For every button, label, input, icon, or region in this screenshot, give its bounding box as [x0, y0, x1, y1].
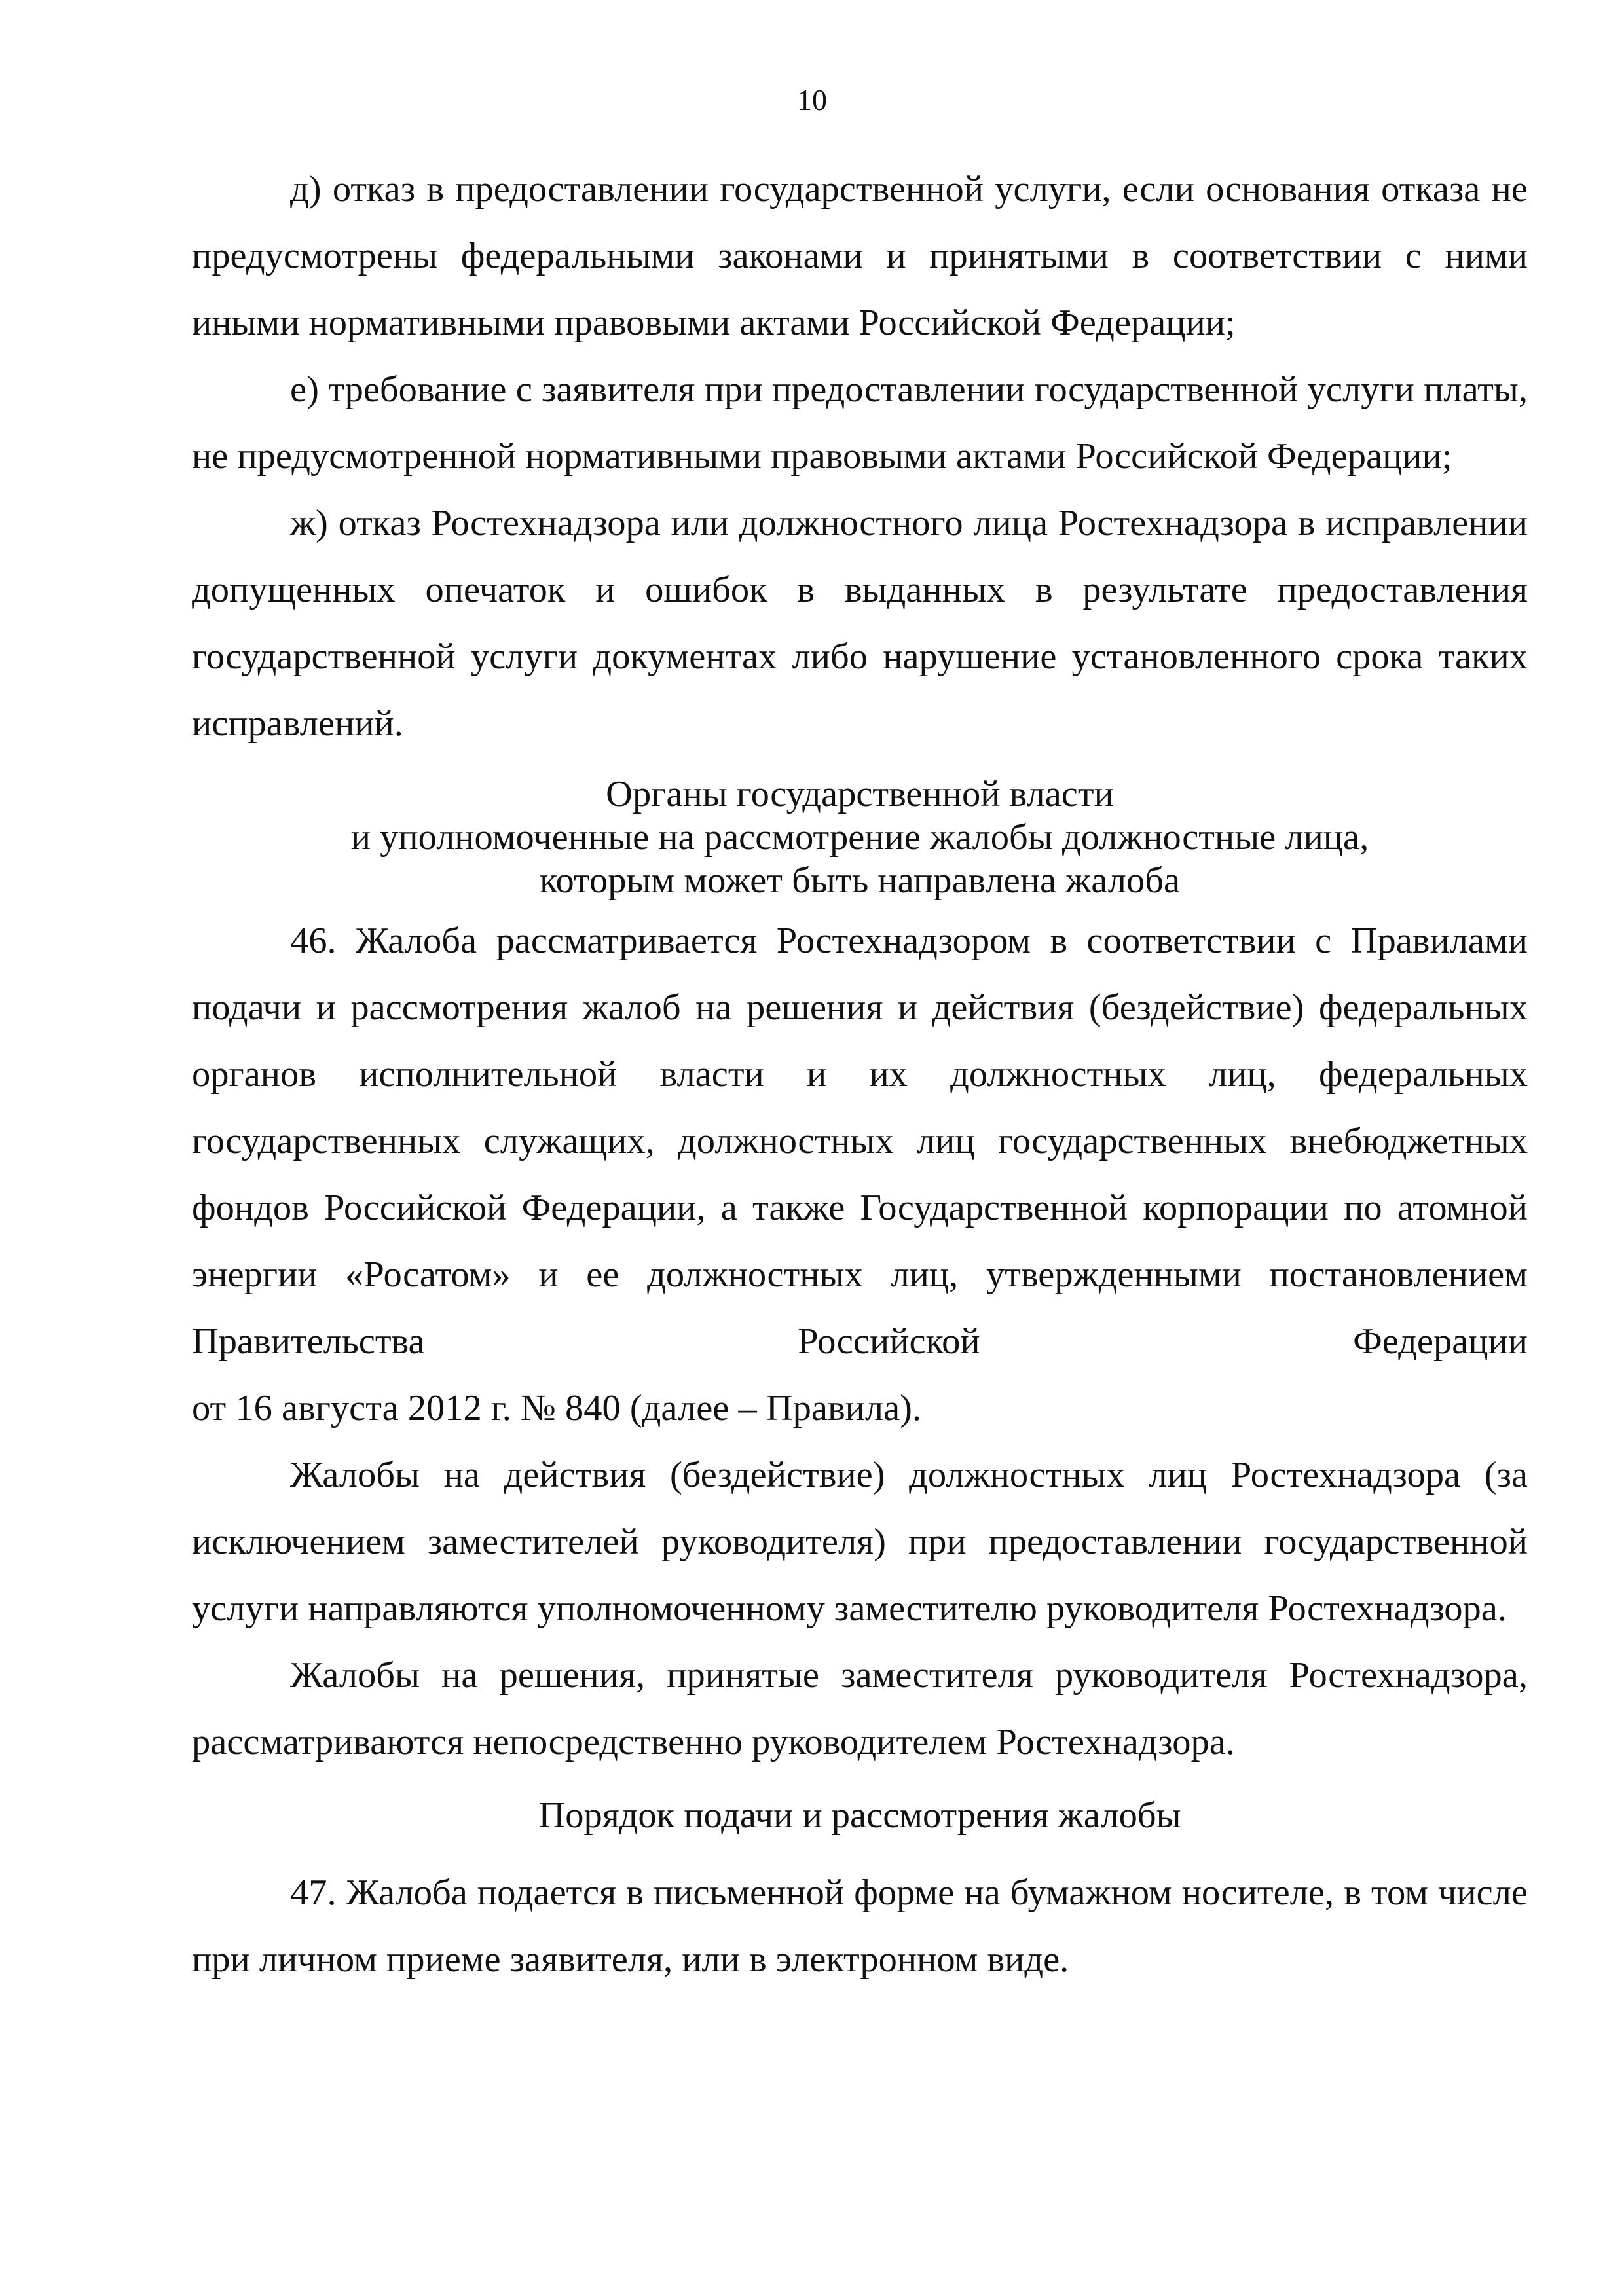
section-heading-authorities: [192, 773, 1528, 902]
paragraph-item-zh: ж) отказ Ростехнадзора или должностного лица Ростехнадзора в исправлении допущенных опечаток и ошибок в выданных в результате предоставления государственной услуги документах либо нарушение установленного срока таких исправлений.: [192, 503, 1528, 744]
paragraph-46: 46. Жалоба рассматривается Ростехнадзором в соответствии с Правилами подачи и рассмотрения жалоб на решения и действия (бездействие) федеральных органов исполнительной власти и их должностных лиц, федеральных государственных служащих, должностных лиц государственных внебюджетных фондов Российской Федерации, а также Государственной корпорации по атомной энергии «Росатом» и ее должностных лиц, утвержденными постановлением Правительства Российской Федерации: [192, 920, 1528, 1362]
heading-line: и уполномоченные на рассмотрение жалобы должностные лица,: [350, 817, 1369, 858]
paragraph-item-d: д) отказ в предоставлении государственной услуги, если основания отказа не предусмотрены федеральными законами и принятыми в соответствии с ними иными нормативными правовыми актами Российской Федерации;: [192, 169, 1528, 343]
paragraph-47: 47. Жалоба подается в письменной форме на бумажном носителе, в том числе при личном приеме заявителя, или в электронном виде.: [192, 1872, 1528, 1980]
paragraph-complaints-officials: Жалобы на действия (бездействие) должностных лиц Ростехнадзора (за исключением заместителей руководителя) при предоставлении государственной услуги направляются уполномоченному заместителю руководителя Ростехнадзора.: [192, 1455, 1528, 1629]
page-number: 10: [797, 83, 827, 117]
paragraph-complaints-deputies: Жалобы на решения, принятые заместителя руководителя Ростехнадзора, рассматриваются непосредственно руководителем Ростехнадзора.: [192, 1655, 1528, 1762]
paragraph-item-e: е) требование с заявителя при предоставлении государственной услуги платы, не предусмотренной нормативными правовыми актами Российской Федерации;: [192, 369, 1528, 477]
heading-line: которым может быть направлена жалоба: [539, 860, 1181, 901]
document-body: [192, 156, 1528, 1993]
paragraph-46-tail: от 16 августа 2012 г. № 840 (далее – Правила).: [192, 1388, 922, 1429]
section-heading-procedure: Порядок подачи и рассмотрения жалобы: [538, 1795, 1181, 1836]
heading-line: Органы государственной власти: [606, 774, 1114, 814]
